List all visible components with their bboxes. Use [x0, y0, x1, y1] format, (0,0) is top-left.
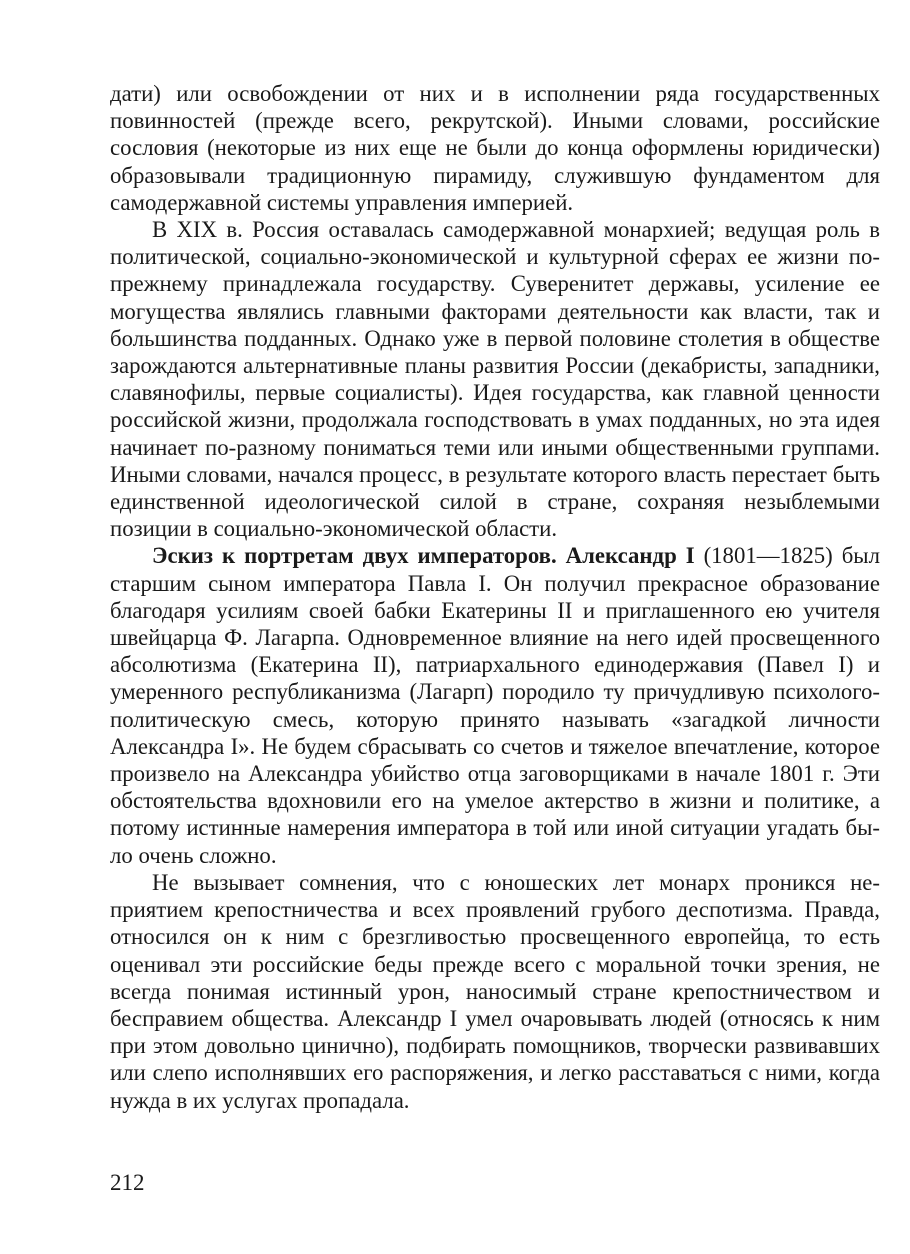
paragraph-text: Не вызывает сомнения, что с юношеских лет монарх проникся неприятием крепостничества и всех проявлений грубого деспотизма. Правда, относился он к ним с брезгливостью просвещенного европейца, то есть оценивал эти российские беды прежде всего с моральной точки зрения, не всегда понимая истинный урон, наносимый стране крепостничеством и бесправием общества. Александр I умел очаровывать людей (относясь к ним при этом довольно цинично), подбирать помощников, творчески развивавших или слепо исполнявших его распоряжения, и легко расставаться с ними, когда нужда в их услугах пропадала. [110, 869, 880, 1113]
paragraph-text: дати) или освобождении от них и в исполнении ряда государственных повинностей (прежде всего, рекрутской). Иными словами, российские сословия (некоторые из них еще не были до конца оформлены юридически) образовывали традиционную пирамиду, служившую фундаментом для самодержавной системы управления империей. [110, 81, 880, 215]
paragraph-4 [110, 869, 880, 1114]
paragraph-text: (1801—1825) был старшим сыном императора Павла I. Он получил прекрасное образование благодаря усилиям своей бабки Екатерины II и приглашенного ею учителя швейцарца Ф. Лагарпа. Одновременное влияние на него идей просвещенного абсолютизма (Екатерина II), патриархального единодержавия (Павел I) и умеренного республиканизма (Лагарп) породило ту причудливую психолого-политическую смесь, которую принято называть «загадкой личности Александра I». Не будем сбрасывать со счетов и тяжелое впечатление, которое произвело на Александра убийство отца заговорщиками в начале 1801 г. Эти обстоятельства вдохновили его на умелое актерство в жизни и политике, а потому истинные намерения императора в той или иной ситуации угадать было очень сложно. [110, 543, 880, 868]
page-number: 212 [110, 1170, 145, 1195]
page-body [110, 80, 880, 1114]
paragraph-2 [110, 216, 880, 542]
paragraph-3 [110, 542, 880, 868]
paragraph-1 [110, 80, 880, 216]
section-heading: Эскиз к портретам двух императоров. Александр I [152, 543, 695, 569]
paragraph-text: В XIX в. Россия оставалась самодержавной монархией; ведущая роль в политической, социально-экономической и культурной сферах ее жизни по-прежнему принадлежала государству. Суверенитет державы, усиление ее могущества являлись главными факторами деятельности как власти, так и большинства подданных. Однако уже в первой половине столетия в обществе зарождаются альтернативные планы развития России (декабристы, западники, славянофилы, первые социалисты). Идея государства, как главной ценности российской жизни, продолжала господствовать в умах подданных, но эта идея начинает по-разному пониматься теми или иными общественными группами. Иными словами, начался процесс, в результате которого власть перестает быть единственной идеологической силой в стране, сохраняя незыблемыми позиции в социально-экономической области. [110, 217, 880, 542]
